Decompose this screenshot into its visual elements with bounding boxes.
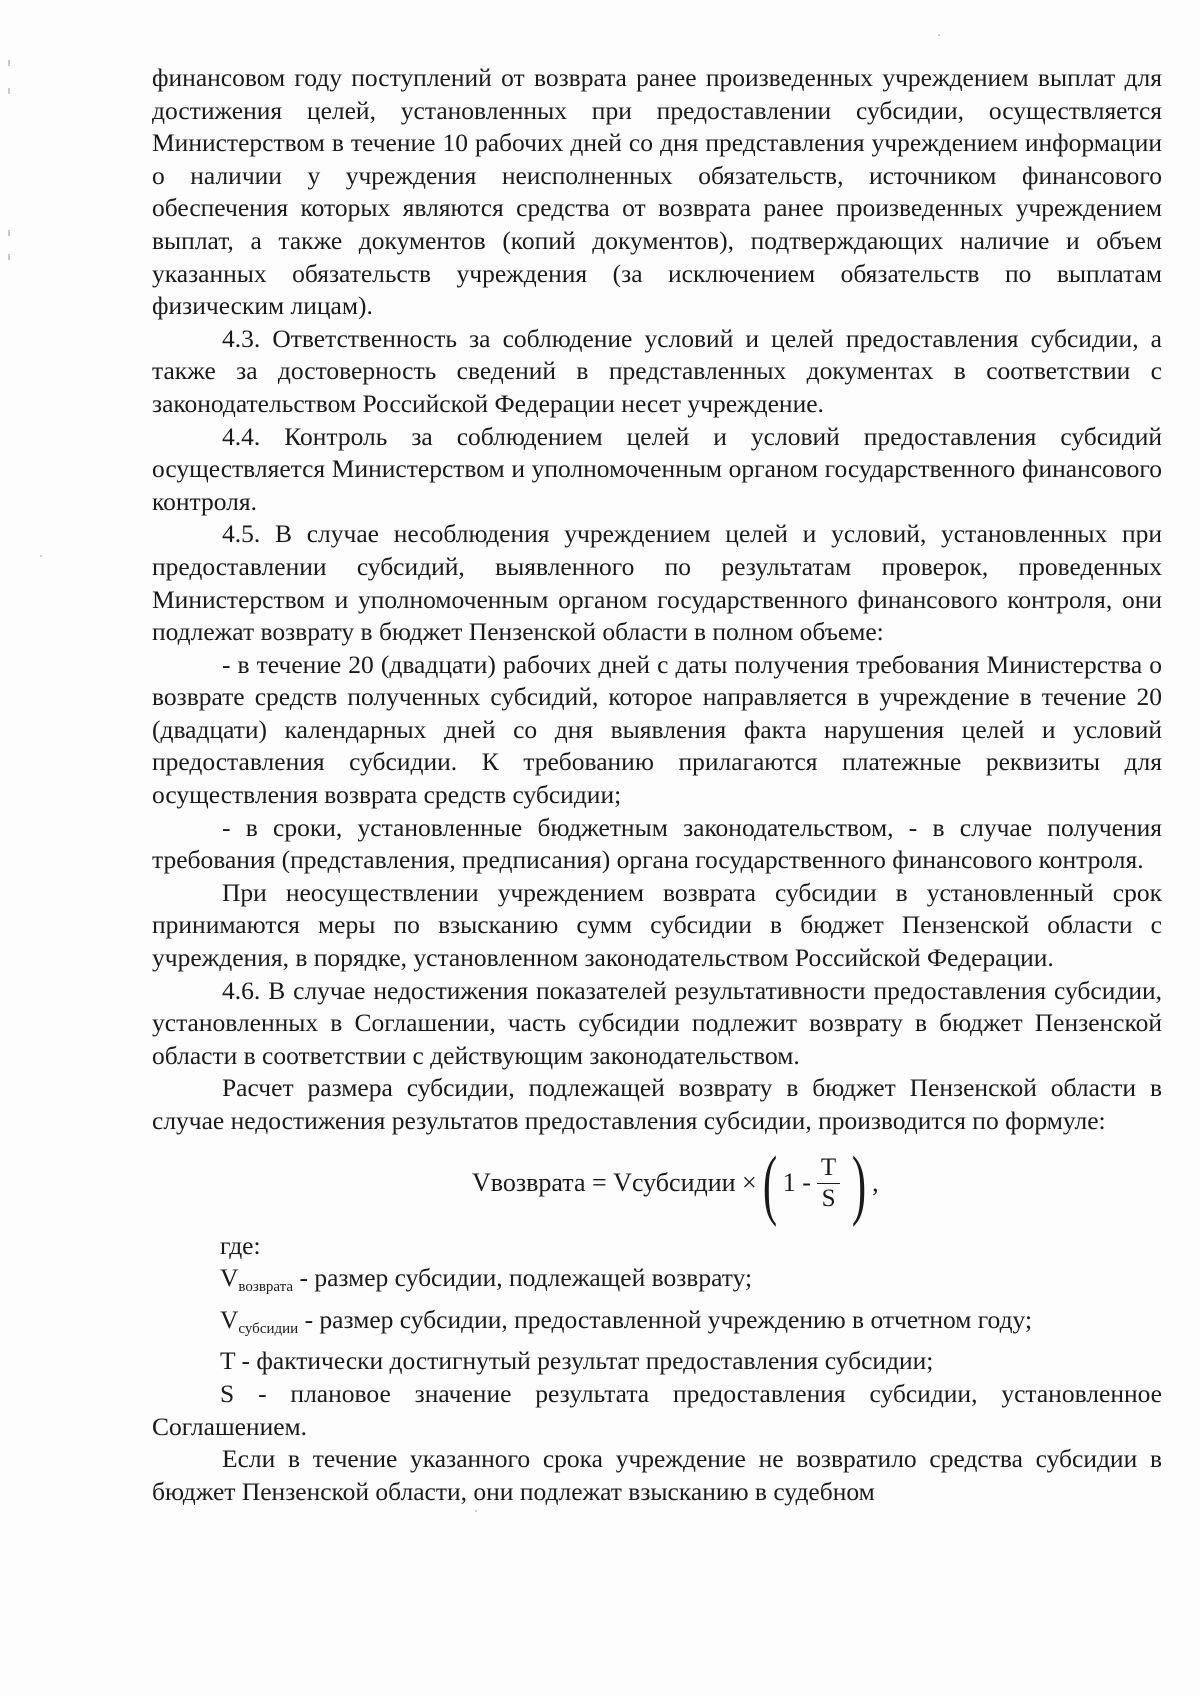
- scan-speck: [475, 1510, 477, 1512]
- definition-t: T - фактически достигнутый результат предоставления субсидии;: [220, 1346, 934, 1376]
- formula-denominator: S: [821, 1185, 836, 1213]
- definition-v-return: [152, 1262, 1162, 1304]
- definition-text: - размер субсидии, подлежащей возврату;: [293, 1263, 753, 1293]
- definition-subscript: возврата: [238, 1279, 294, 1296]
- paragraph-4-4: 4.4. Контроль за соблюдением целей и условий предоставления субсидий осуществляется Министерством и уполномоченным органом государственного финансового контроля.: [152, 421, 1162, 516]
- document-body: [152, 62, 1162, 1508]
- paragraph-list-item-1: - в течение 20 (двадцати) рабочих дней с даты получения требования Министерства о возврате средств полученных субсидий, которое направляется в учреждение в течение 20 (двадцати) календарных дней со дня выявления факта нарушения целей и условий предоставления субсидии. К требованию прилагаются платежные реквизиты для осуществления возврата средств субсидии;: [152, 649, 1162, 810]
- formula-one-minus: 1 -: [782, 1168, 811, 1198]
- where-label: где:: [220, 1230, 261, 1260]
- paragraph-calculation: Расчет размера субсидии, подлежащей возврату в бюджет Пензенской области в случае недостижения результатов предоставления субсидии, производится по формуле:: [152, 1073, 1162, 1135]
- paragraph-list-item-2: - в сроки, установленные бюджетным законодательством, - в случае получения требования (представления, предписания) органа государственного финансового контроля.: [152, 812, 1162, 875]
- paragraph-4-3: 4.3. Ответственность за соблюдение условий и целей предоставления субсидии, а также за достоверность сведений в представленных документах в соответствии с законодательством Российской Федерации несет учреждение.: [152, 323, 1162, 418]
- formula-definitions: [152, 1230, 1162, 1444]
- paragraph-4-6: 4.6. В случае недостижения показателей результативности предоставления субсидии, установленных в Соглашении, часть субсидии подлежит возврату в бюджет Пензенской области в соответствии с действующим законодательством.: [152, 975, 1162, 1070]
- refund-formula: [472, 1138, 1162, 1230]
- definition-text: - размер субсидии, предоставленной учреждению в отчетном году;: [298, 1304, 1033, 1334]
- formula-trailing: ,: [872, 1168, 879, 1198]
- definition-symbol: V: [220, 1304, 239, 1334]
- definition-s: S - плановое значение результата предоставления субсидии, установленное Соглашением.: [152, 1378, 1162, 1441]
- scan-speck: [40, 555, 42, 557]
- left-margin-marks: [4, 40, 14, 280]
- paragraph-recovery: При неосуществлении учреждением возврата субсидии в установленный срок принимаются меры по взысканию сумм субсидии в бюджет Пензенской области с учреждения, в порядке, установленном законодательством Российской Федерации.: [152, 877, 1162, 973]
- scan-speck: [938, 34, 940, 36]
- paragraph-continuation: финансовом году поступлений от возврата ранее произведенных учреждением выплат для достижения целей, установленных при предоставлении субсидии, осуществляется Министерством в течение 10 рабочих дней со дня представления учреждением информации о наличии у учреждения неисполненных обязательств, источником финансового обеспечения которых являются средства от возврата ранее произведенных учреждением выплат, а также документов (копий документов), подтверждающих наличие и объем указанных обязательств учреждения (за исключением обязательств по выплатам физическим лицам).: [152, 63, 1162, 321]
- formula-fraction: [817, 1153, 840, 1214]
- formula-left-paren: (: [762, 1139, 777, 1227]
- formula-lhs: Vвозврата = Vсубсидии ×: [472, 1168, 757, 1198]
- formula-right-paren: ): [852, 1139, 867, 1227]
- definition-symbol: V: [220, 1263, 239, 1293]
- formula-numerator: T: [817, 1153, 840, 1184]
- paragraph-4-5: 4.5. В случае несоблюдения учреждением целей и условий, установленных при предоставлении субсидий, выявленного по результатам проверок, проведенных Министерством и уполномоченным органом государственного финансового контроля, они подлежат возврату в бюджет Пензенской области в полном объеме:: [152, 519, 1162, 647]
- definition-v-subsidy: [152, 1304, 1162, 1346]
- definition-subscript: субсидии: [238, 1320, 299, 1337]
- paragraph-final: Если в течение указанного срока учреждение не возвратило средства субсидии в бюджет Пензенской области, они подлежат взысканию в судебном: [152, 1444, 1162, 1506]
